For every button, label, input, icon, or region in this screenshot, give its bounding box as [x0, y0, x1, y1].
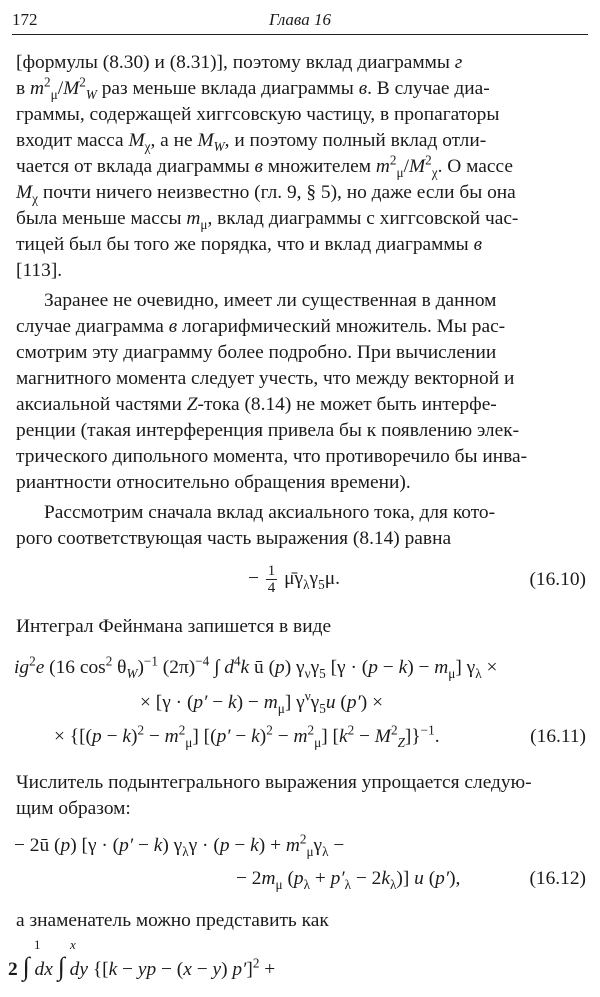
- p3-line-2: рого соответствующая часть выражения (8.14) равна: [16, 528, 452, 549]
- p1-line-4: входит масса $M_\chi$, а не $M_W$, и поэтому полный вклад отли-: [16, 130, 487, 154]
- eq-16-13-line-1: 2 ∫ dx ∫ dy {[k − yp − (x − y) p′]$^2$ +: [8, 952, 276, 981]
- p2-line-3: смотрим эту диаграмму более подробно. При вычислении: [16, 342, 497, 363]
- feynman-intro: Интеграл Фейнмана запишется в виде: [16, 616, 332, 637]
- numerator-intro-2: щим образом:: [16, 798, 131, 819]
- p1-line-7: была меньше массы $m_\mu$, вклад диаграммы с хиггсовской час-: [16, 208, 519, 232]
- page-header: [12, 8, 588, 35]
- eq-16-10-body: − $\frac{1}{4}$ $\mū\gamma_\lambda\gamma_5\mu$.: [248, 563, 340, 596]
- p2-line-2: случае диаграмма в логарифмический множитель. Мы рас-: [16, 316, 506, 337]
- p1-line-9: [113].: [16, 260, 63, 281]
- denominator-intro: а знаменатель можно представить как: [16, 910, 329, 931]
- integral-upper-limit-1: 1: [34, 937, 41, 952]
- p3-line-1: Рассмотрим сначала вклад аксиального тока, для кото-: [44, 502, 496, 523]
- eq-16-10-number: (16.10): [529, 569, 586, 590]
- numerator-intro-1: Числитель подынтегрального выражения упрощается следую-: [16, 772, 532, 793]
- eq-16-11-number: (16.11): [530, 726, 586, 747]
- p2-line-1: Заранее не очевидно, имеет ли существенная в данном: [44, 290, 497, 311]
- eq-16-12-number: (16.12): [529, 868, 586, 889]
- eq-16-11-line-1: $ig^2e$ (16 $\cos^2 \theta_W)^{-1}$ $(2\pi)^{-4}$ ∫ $d^4k$ ū (p) $\gamma_\nu\gamma_5$ $[\gamma \cdot (p - k) - m_\mu]$ $\gamma_\lambda$ ×: [14, 653, 498, 681]
- running-title: Глава 16: [269, 10, 331, 29]
- p2-line-7: трического дипольного момента, что противоречило бы инва-: [16, 446, 528, 467]
- p2-line-4: магнитного момента следует учесть, что между векторной и: [16, 368, 515, 389]
- eq-16-12-line-1: − 2ū (p) [γ · (p′ − k) $\gamma_\lambda\gamma \cdot (p - k) + m^2_\mu\gamma_\lambda$ −: [14, 831, 345, 859]
- eq-16-12-line-2: − $2m_\mu$ $(p_\lambda + p'_\lambda - 2k_\lambda)$] u (p′),: [236, 868, 461, 892]
- p1-line-3: граммы, содержащей хиггсовскую частицу, в пропагаторы: [16, 104, 500, 125]
- p2-line-5: аксиальной частями Z-тока (8.14) не может быть интерфе-: [16, 394, 497, 415]
- page-number: 172: [12, 10, 38, 29]
- eq-16-11-line-3: × {$[(p - k)^2 - m^2_\mu]$ $[(p' - k)^2 - m^2_\mu]$ $[k^2 - M^2_Z]\}^{-1}$.: [54, 722, 440, 750]
- eq-16-11-line-2: × $[\gamma \cdot (p' - k) - m_\mu]$ $\gamma^\nu\gamma_5u$ (p′) ×: [140, 688, 384, 716]
- p1-line-5: чается от вклада диаграммы в множителем $m^2_\mu/M^2_\chi$. О массе: [16, 152, 513, 180]
- p1-line-6: $M_\chi$ почти ничего неизвестно (гл. 9, § 5), но даже если бы она: [16, 182, 516, 206]
- p1-line-2: в $m^2_\mu/M^2_W$ раз меньше вклада диаграммы в. В случае диа-: [16, 74, 490, 102]
- p1-line-1: [формулы (8.30) и (8.31)], поэтому вклад диаграммы г: [16, 52, 463, 73]
- p1-line-8: тицей был бы того же порядка, что и вклад диаграммы в: [16, 234, 482, 255]
- integral-upper-limit-2: x: [70, 937, 76, 952]
- p2-line-8: риантности относительно обращения времени).: [16, 472, 411, 493]
- p2-line-6: ренции (такая интерференция привела бы к появлению элек-: [16, 420, 520, 441]
